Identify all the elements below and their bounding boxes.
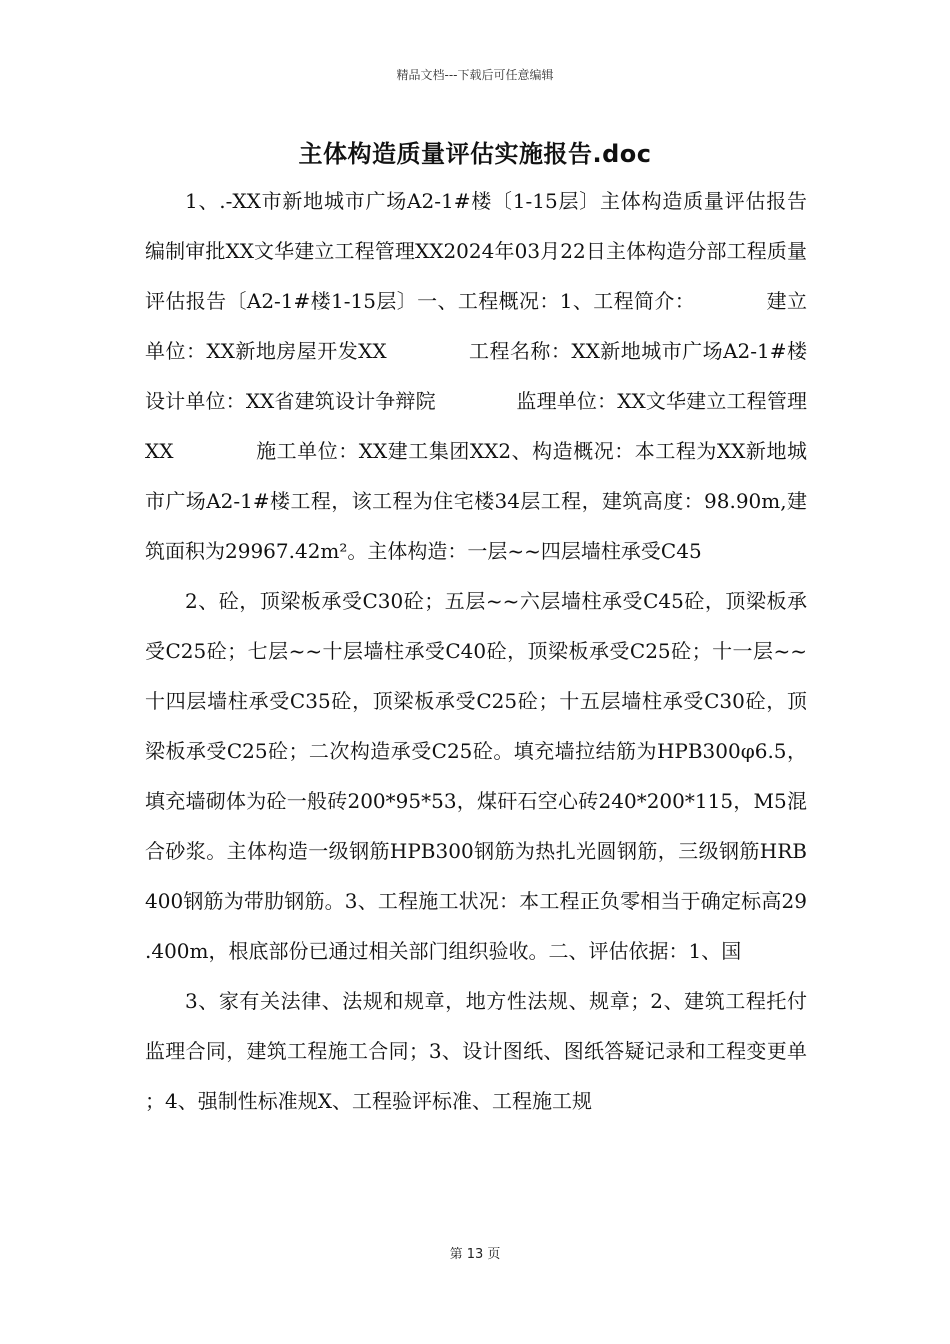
paragraph-3: 3、家有关法律、法规和规章，地方性法规、规章；2、建筑工程托付监理合同，建筑工程施工合同；3、设计图纸、图纸答疑记录和工程变更单；4、强制性标准规X、工程验评标准、工程施工规: [145, 989, 807, 1113]
paragraph-1: 1、.-XX市新地城市广场A2-1#楼〔1-15层〕主体构造质量评估报告编制审批XX文华建立工程管理XX2024年03月22日主体构造分部工程质量评估报告〔A2-1#楼1-15层〕一、工程概况：1、工程简介： 建立单位：XX新地房屋开发XX 工程名称：XX新地城市广场A2-1#楼 设计单位：XX省建筑设计争辩院 监理单位：XX文华建立工程管理XX 施工单位：XX建工集团XX2、构造概况：本工程为XX新地城市广场A2-1#楼工程，该工程为住宅楼34层工程，建筑高度：98.90m,建筑面积为29967.42m²。主体构造：一层~~四层墙柱承受C45: [145, 189, 887, 563]
header-note: 精品文档---下载后可任意编辑: [396, 68, 554, 82]
paragraph-2: 2、砼，顶梁板承受C30砼；五层~~六层墙柱承受C45砼，顶梁板承受C25砼；七层~~十层墙柱承受C40砼，顶梁板承受C25砼；十一层~~十四层墙柱承受C35砼，顶梁板承受C25砼；十五层墙柱承受C30砼，顶梁板承受C25砼；二次构造承受C25砼。填充墙拉结筋为HPB300φ6.5，填充墙砌体为砼一般砖200*95*53，煤矸石空心砖240*200*115，M5混合砂浆。主体构造一级钢筋HPB300钢筋为热扎光圆钢筋，三级钢筋HRB400钢筋为带肋钢筋。3、工程施工状况：本工程正负零相当于确定标高29.400m，根底部份已通过相关部门组织验收。二、评估依据：1、国: [145, 589, 807, 963]
document-body: [145, 176, 887, 1126]
page-number: 第 13 页: [449, 1247, 501, 1262]
document-title: 主体构造质量评估实施报告.doc: [298, 140, 652, 168]
